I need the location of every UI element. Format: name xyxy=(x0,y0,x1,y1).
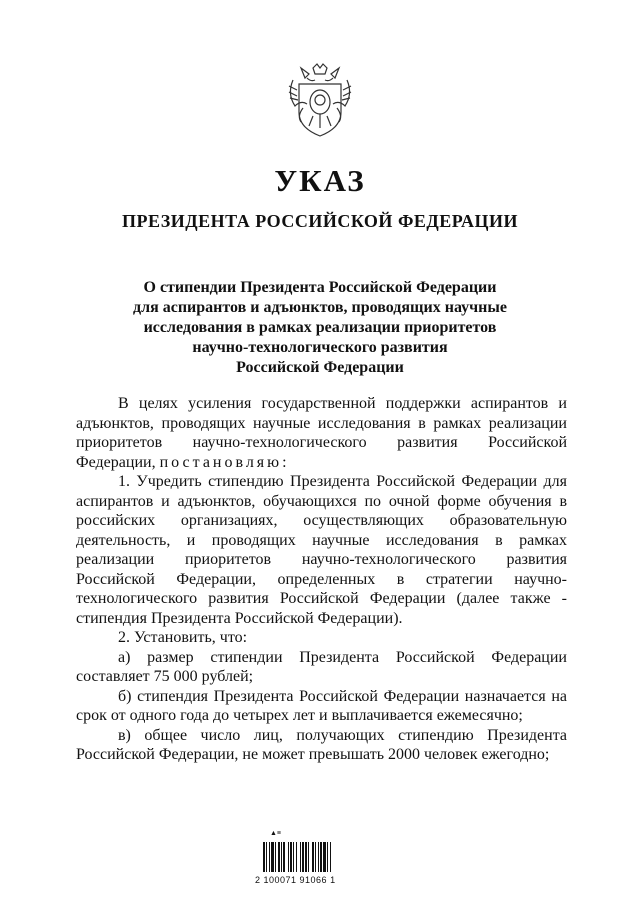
document-subtitle: ПРЕЗИДЕНТА РОССИЙСКОЙ ФЕДЕРАЦИИ xyxy=(122,211,518,231)
heading-line: для аспирантов и адъюнктов, проводящих научные xyxy=(133,299,507,316)
heading-line: исследования в рамках реализации приоритетов xyxy=(143,319,497,336)
preamble-paragraph xyxy=(76,394,567,472)
heading-line: О стипендии Президента Российской Федерации xyxy=(143,279,497,296)
barcode xyxy=(263,842,365,872)
heading-line: Российской Федерации xyxy=(236,359,404,376)
preamble-text: В целях усиления государственной поддержки аспирантов и адъюнктов, проводящих научные исследования в рамках реализации приоритетов научно-технологического развития Российской Федерации, xyxy=(76,395,567,471)
heading-line: научно-технологического развития xyxy=(192,339,448,356)
decree-body xyxy=(76,394,567,765)
item-2a-paragraph: а) размер стипендии Президента Российской Федерации составляет 75 000 рублей; xyxy=(76,648,567,685)
decree-heading xyxy=(100,278,540,378)
decree-word: постановляю: xyxy=(159,453,290,471)
barcode-number: 2 100071 91066 1 xyxy=(255,875,336,885)
item-2-paragraph: 2. Установить, что: xyxy=(118,629,248,646)
barcode-mark-icon: ▲≡ xyxy=(270,830,282,837)
item-1-paragraph: 1. Учредить стипендию Президента Российской Федерации для аспирантов и адъюнктов, обучающихся по очной форме обучения в российских организациях, осуществляющих образовательную деятельность, и проводящих научные исследования в рамках реализации приоритетов научно-технологического развития Российской Федерации, определенных в стратегии научно-технологического развития Российской Федерации (далее также - стипендия Президента Российской Федерации). xyxy=(76,473,567,627)
double-headed-eagle-icon xyxy=(285,60,355,140)
item-2b-paragraph: б) стипендия Президента Российской Федерации назначается на срок от одного года до четырех лет и выплачивается ежемесячно; xyxy=(76,687,567,724)
document-title: УКАЗ xyxy=(274,163,366,198)
coat-of-arms-emblem xyxy=(285,60,355,140)
item-2c-paragraph: в) общее число лиц, получающих стипендию Президента Российской Федерации, не может превышать 2000 человек ежегодно; xyxy=(76,726,567,763)
